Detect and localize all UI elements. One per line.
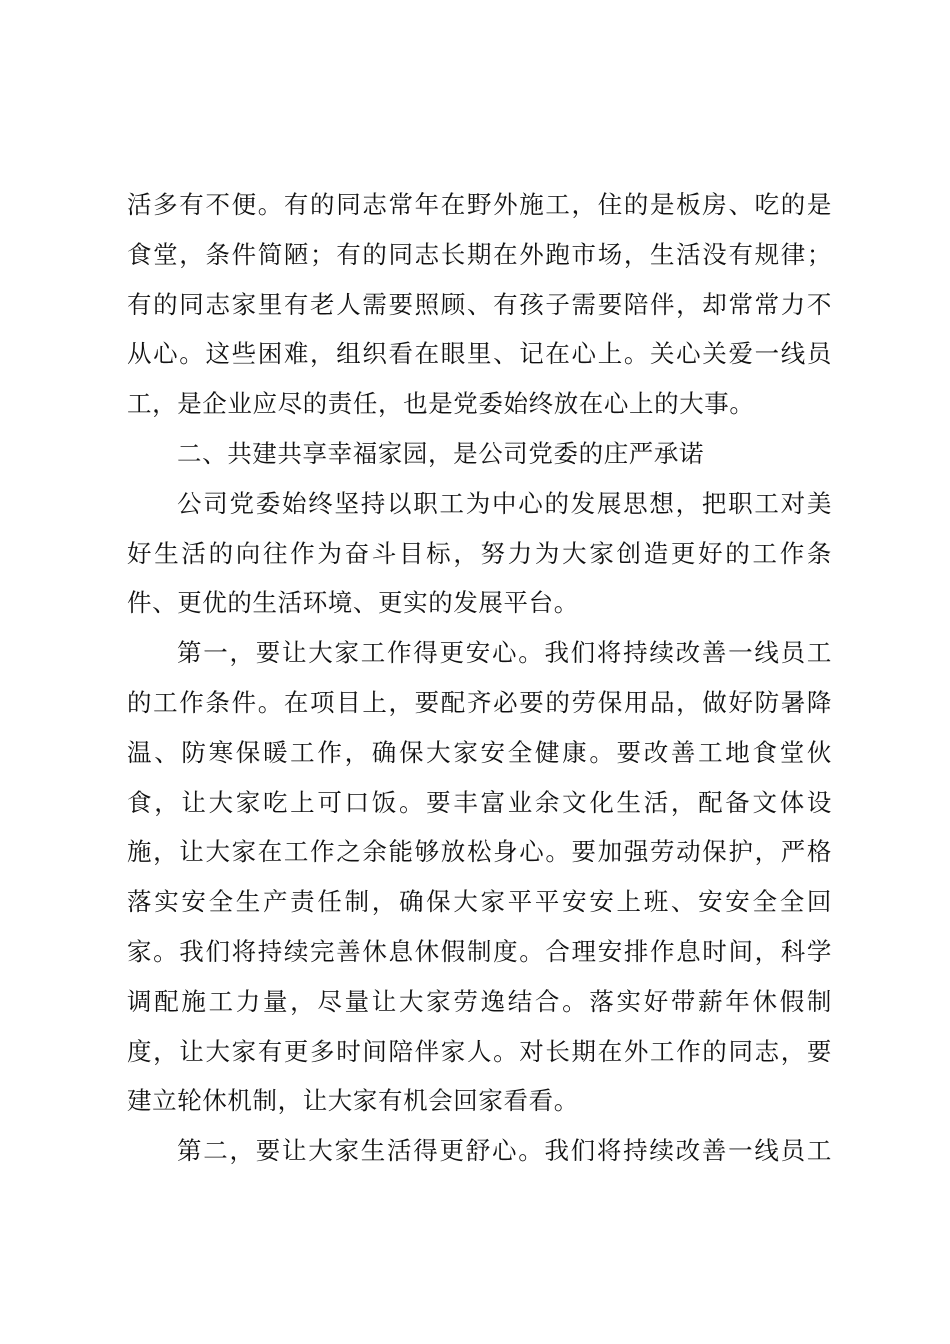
- document-page: [127, 180, 837, 1176]
- text-line: 落实安全生产责任制，确保大家平平安安上班、安安全全回: [127, 887, 832, 917]
- text-line: 第一，要让大家工作得更安心。我们将持续改善一线员工: [177, 638, 832, 668]
- text-line: 有的同志家里有老人需要照顾、有孩子需要陪伴，却常常力不: [127, 289, 832, 319]
- text-line: 活多有不便。有的同志常年在野外施工，住的是板房、吃的是: [127, 190, 832, 219]
- text-line: 施，让大家在工作之余能够放松身心。要加强劳动保护，严格: [127, 837, 832, 867]
- text-line: 公司党委始终坚持以职工为中心的发展思想，把职工对美: [177, 488, 832, 518]
- text-line: 工，是企业应尽的责任，也是党委始终放在心上的大事。: [127, 389, 755, 419]
- text-line: 的工作条件。在项目上，要配齐必要的劳保用品，做好防暑降: [127, 687, 832, 717]
- paragraph-first-point: [127, 628, 837, 1126]
- text-line: 食，让大家吃上可口饭。要丰富业余文化生活，配备文体设: [127, 787, 832, 817]
- text-line: 食堂，条件简陋；有的同志长期在外跑市场，生活没有规律；: [127, 239, 832, 269]
- text-line: 建立轮休机制，让大家有机会回家看看。: [127, 1086, 579, 1116]
- text-line: 第二，要让大家生活得更舒心。我们将持续改善一线员工: [177, 1136, 832, 1166]
- text-line: 家。我们将持续完善休息休假制度。合理安排作息时间，科学: [127, 936, 832, 966]
- text-line: 件、更优的生活环境、更实的发展平台。: [127, 588, 579, 618]
- text-line: 度，让大家有更多时间陪伴家人。对长期在外工作的同志，要: [127, 1036, 832, 1066]
- section-heading: [127, 429, 837, 479]
- text-line: 从心。这些困难，组织看在眼里、记在心上。关心关爱一线员: [127, 339, 832, 369]
- text-line: 温、防寒保暖工作，确保大家安全健康。要改善工地食堂伙: [127, 737, 832, 767]
- paragraph-intro: [127, 479, 837, 628]
- paragraph-second-point: [127, 1126, 837, 1176]
- paragraph-continuation: [127, 180, 837, 429]
- text-line: 好生活的向往作为奋斗目标，努力为大家创造更好的工作条: [127, 538, 832, 568]
- heading-text: 二、共建共享幸福家园，是公司党委的庄严承诺: [177, 438, 705, 468]
- text-line: 调配施工力量，尽量让大家劳逸结合。落实好带薪年休假制: [127, 986, 832, 1016]
